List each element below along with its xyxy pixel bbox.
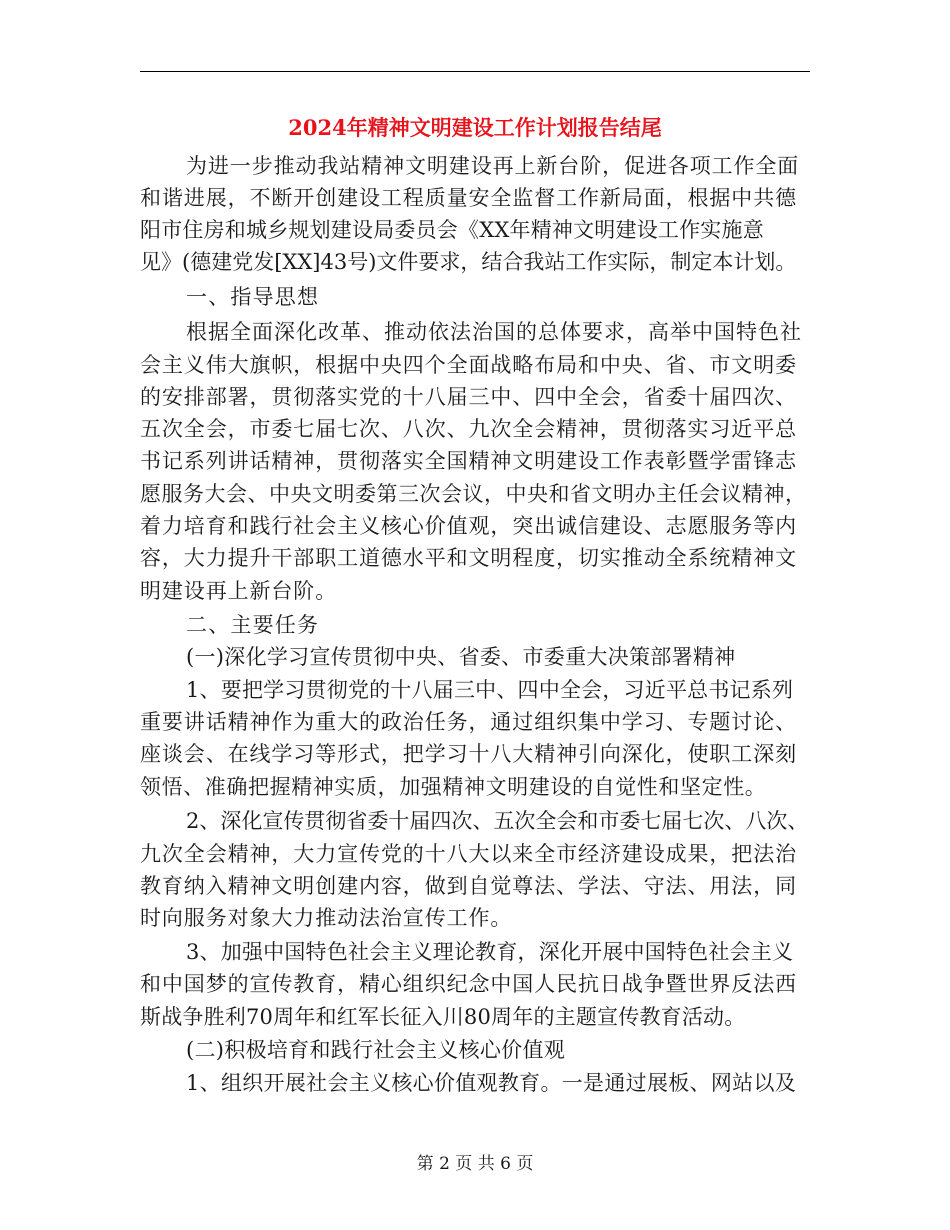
body-line: 1、要把学习贯彻党的十八届三中、四中全会，习近平总书记系列 bbox=[186, 678, 794, 702]
body-line: 书记系列讲话精神，贯彻落实全国精神文明建设工作表彰暨学雷锋志 bbox=[140, 449, 797, 473]
body-line: 时向服务对象大力推动法治宣传工作。 bbox=[140, 906, 513, 930]
body-line: 领悟、准确把握精神实质，加强精神文明建设的自觉性和坚定性。 bbox=[140, 775, 767, 799]
section-heading: 一、指导思想 bbox=[186, 285, 320, 309]
body-line: 3、加强中国特色社会主义理论教育，深化开展中国特色社会主义 bbox=[186, 940, 794, 964]
body-line: 九次全会精神，大力宣传党的十八大以来全市经济建设成果，把法治 bbox=[140, 842, 797, 866]
body-line: 和中国梦的宣传教育，精心组织纪念中国人民抗日战争暨世界反法西 bbox=[140, 972, 797, 996]
body-line: 斯战争胜利70周年和红军长征入川80周年的主题宣传教育活动。 bbox=[140, 1005, 746, 1029]
body-line: 重要讲话精神作为重大的政治任务，通过组织集中学习、专题讨论、 bbox=[140, 710, 797, 734]
page-number: 第 2 页 共 6 页 bbox=[416, 1154, 534, 1174]
body-line: 为进一步推动我站精神文明建设再上新台阶，促进各项工作全面 bbox=[186, 154, 800, 178]
subsection-heading: (二)积极培育和践行社会主义核心价值观 bbox=[186, 1038, 566, 1062]
body-line: 2、深化宣传贯彻省委十届四次、五次全会和市委七届七次、八次、 bbox=[186, 809, 809, 833]
section-heading: 二、主要任务 bbox=[186, 613, 320, 637]
subsection-heading: (一)深化学习宣传贯彻中央、省委、市委重大决策部署精神 bbox=[186, 645, 736, 669]
body-line: 着力培育和践行社会主义核心价值观，突出诚信建设、志愿服务等内 bbox=[140, 514, 797, 538]
body-line: 明建设再上新台阶。 bbox=[140, 579, 338, 603]
body-line: 的安排部署，贯彻落实党的十八届三中、四中全会，省委十届四次、 bbox=[140, 385, 797, 409]
body-line: 五次全会，市委七届七次、八次、九次全会精神，贯彻落实习近平总 bbox=[140, 417, 797, 441]
body-line: 愿服务大会、中央文明委第三次会议，中央和省文明办主任会议精神， bbox=[140, 482, 807, 506]
body-line: 1、组织开展社会主义核心价值观教育。一是通过展板、网站以及 bbox=[186, 1071, 797, 1095]
document-title: 2024年精神文明建设工作计划报告结尾 bbox=[288, 115, 662, 140]
body-line: 座谈会、在线学习等形式，把学习十八大精神引向深化，使职工深刻 bbox=[140, 742, 797, 766]
body-line: 根据全面深化改革、推动依法治国的总体要求，高举中国特色社 bbox=[186, 320, 802, 344]
body-line: 容，大力提升干部职工道德水平和文明程度，切实推动全系统精神文 bbox=[140, 546, 797, 570]
body-line: 教育纳入精神文明创建内容，做到自觉尊法、学法、守法、用法，同 bbox=[140, 874, 797, 898]
body-line: 见》(德建党发[XX]43号)文件要求，结合我站工作实际，制定本计划。 bbox=[140, 250, 797, 274]
body-line: 会主义伟大旗帜，根据中央四个全面战略布局和中央、省、市文明委 bbox=[140, 353, 797, 377]
body-line: 阳市住房和城乡规划建设局委员会《XX年精神文明建设工作实施意 bbox=[140, 218, 764, 242]
header-rule bbox=[140, 71, 810, 72]
body-line: 和谐进展，不断开创建设工程质量安全监督工作新局面，根据中共德 bbox=[140, 186, 797, 210]
